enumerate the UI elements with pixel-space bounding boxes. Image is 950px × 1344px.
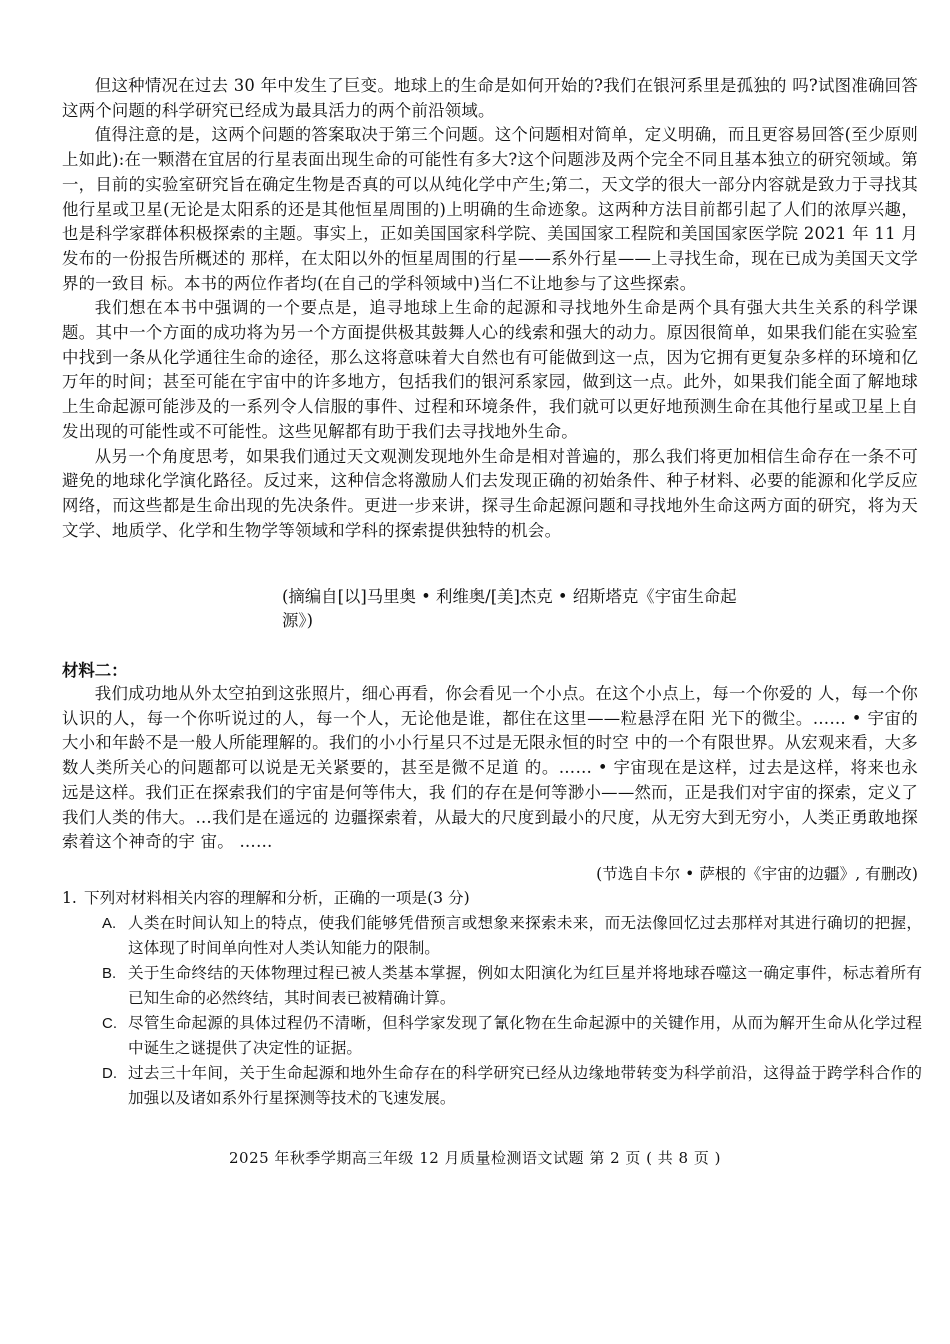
option-label: C. [102,1015,117,1032]
material-two-paragraph: 我们成功地从外太空拍到这张照片，细心再看，你会看见一个小点。在这个小点上，每一个你爱的 人，每一个你认识的人，每一个你听说过的人，每一个人，无论他是谁，都住在这里——粒悬浮在阳 光下的微尘。…… • 宇宙的大小和年龄不是一般人所能理解的。我们的小小行星只不过是无限永恒的时空 中的一个有限世界。从宏观来看，大多数人类所关心的问题都可以说是无关紧要的，甚至是微不足道 的。…… • 宇宙现在是这样，过去是这样，将来也永远是这样。我们正在探索我们的宇宙是何等伟大，我 们的存在是何等渺小——然而，正是我们对宇宙的探索，定义了我们人类的伟大。…我们是在遥远的 边疆探索着，从最大的尺度到最小的尺度，从无穷大到无穷小，人类正勇敢地探索着这个神奇的宇 宙。 …… [62,684,918,852]
option-d[interactable] [62,1061,922,1111]
page-footer: 2025 年秋季学期高三年级 12 月质量检测语文试题 第 2 页 ( 共 8 页 ) [228,1149,721,1167]
option-a[interactable] [62,911,922,961]
material-one-source-line-1: (摘编自[以]马里奥 • 利维奥/[美]杰克 • 绍斯塔克《宇宙生命起 [282,587,737,606]
question-number: 1. [62,889,77,907]
option-text: 人类在时间认知上的特点，使我们能够凭借预言或想象来探索未来，而无法像回忆过去那样对其进行确切的把握，这体现了时间单向性对人类认知能力的限制。 [128,914,922,957]
option-b[interactable] [62,961,922,1011]
option-text: 尽管生命起源的具体过程仍不清晰，但科学家发现了氰化物在生命起源中的关键作用，从而为解开生命从化学过程中诞生之谜提供了决定性的证据。 [128,1014,922,1057]
material-one-paragraph-4: 从另一个角度思考，如果我们通过天文观测发现地外生命是相对普遍的，那么我们将更加相信生命存在一条不可避免的地球化学演化路径。反过来，这种信念将激励人们去发现正确的初始条件、种子材料、必要的能源和化学反应网络，而这些都是生命出现的先决条件。更进一步来讲，探寻生命起源问题和寻找地外生命这两方面的研究，将为天文学、地质学、化学和生物学等领域和学科的探索提供独特的机会。 [62,446,918,540]
option-text: 关于生命终结的天体物理过程已被人类基本掌握，例如太阳演化为红巨星并将地球吞噬这一确定事件，标志着所有已知生命的必然终结，其时间表已被精确计算。 [128,964,922,1007]
question-stem-text: 下列对材料相关内容的理解和分析，正确的一项是(3 分) [84,889,470,907]
material-two-heading: 材料二： [62,661,128,680]
material-one-body [62,74,918,543]
material-one-paragraph-1: 但这种情况在过去 30 年中发生了巨变。地球上的生命是如何开始的?我们在银河系里是孤独的 吗?试图准确回答这两个问题的科学研究已经成为最具活力的两个前沿领域。 [62,76,918,120]
material-one-source-line-2: 源》) [282,611,313,630]
option-text: 过去三十年间，关于生命起源和地外生命存在的科学研究已经从边缘地带转变为科学前沿，这得益于跨学科合作的加强以及诸如系外行星探测等技术的飞速发展。 [128,1064,922,1107]
option-label: D. [102,1065,117,1082]
option-label: B. [102,965,117,982]
question-1 [62,886,922,1111]
material-one-paragraph-2: 值得注意的是，这两个问题的答案取决于第三个问题。这个问题相对简单，定义明确，而且更容易回答(至少原则上如此):在一颗潜在宜居的行星表面出现生命的可能性有多大?这个问题涉及两个完全不同且基本独立的研究领域。第一，目前的实验室研究旨在确定生物是否真的可以从纯化学中产生;第二，天文学的很大一部分内容就是致力于寻找其他行星或卫星(无论是太阳系的还是其他恒星周围的)上明确的生命迹象。这两种方法目前都引起了人们的浓厚兴趣，也是科学家群体积极探索的主题。事实上，正如美国国家科学院、美国国家工程院和美国国家医学院 2021 年 11 月发布的一份报告所概述的 那样，在太阳以外的恒星周围的行星——系外行星——上寻找生命，现在已成为美国天文学界的一致目 标。本书的两位作者均(在自己的学科领域中)当仁不让地参与了这些探索。 [62,125,918,293]
material-one-paragraph-3: 我们想在本书中强调的一个要点是，追寻地球上生命的起源和寻找地外生命是两个具有强大共生关系的科学课题。其中一个方面的成功将为另一个方面提供极其鼓舞人心的线索和强大的动力。原因很简单，如果我们能在实验室中找到一条从化学通往生命的途径，那么这将意味着大自然也有可能做到这一点，因为它拥有更复杂多样的环境和亿万年的时间；甚至可能在宇宙中的许多地方，包括我们的银河系家园，做到这一点。此外，如果我们能全面了解地球上生命起源可能涉及的一系列令人信服的事件、过程和环境条件，我们就可以更好地预测生命在其他行星或卫星上自发出现的可能性或不可能性。这些见解都有助于我们去寻找地外生命。 [62,298,918,441]
question-1-stem [62,886,922,911]
option-label: A. [102,915,117,932]
material-two-body [62,682,918,855]
material-two-source: (节选自卡尔 • 萨根的《宇宙的边疆》, 有删改) [596,865,918,883]
option-c[interactable] [62,1011,922,1061]
